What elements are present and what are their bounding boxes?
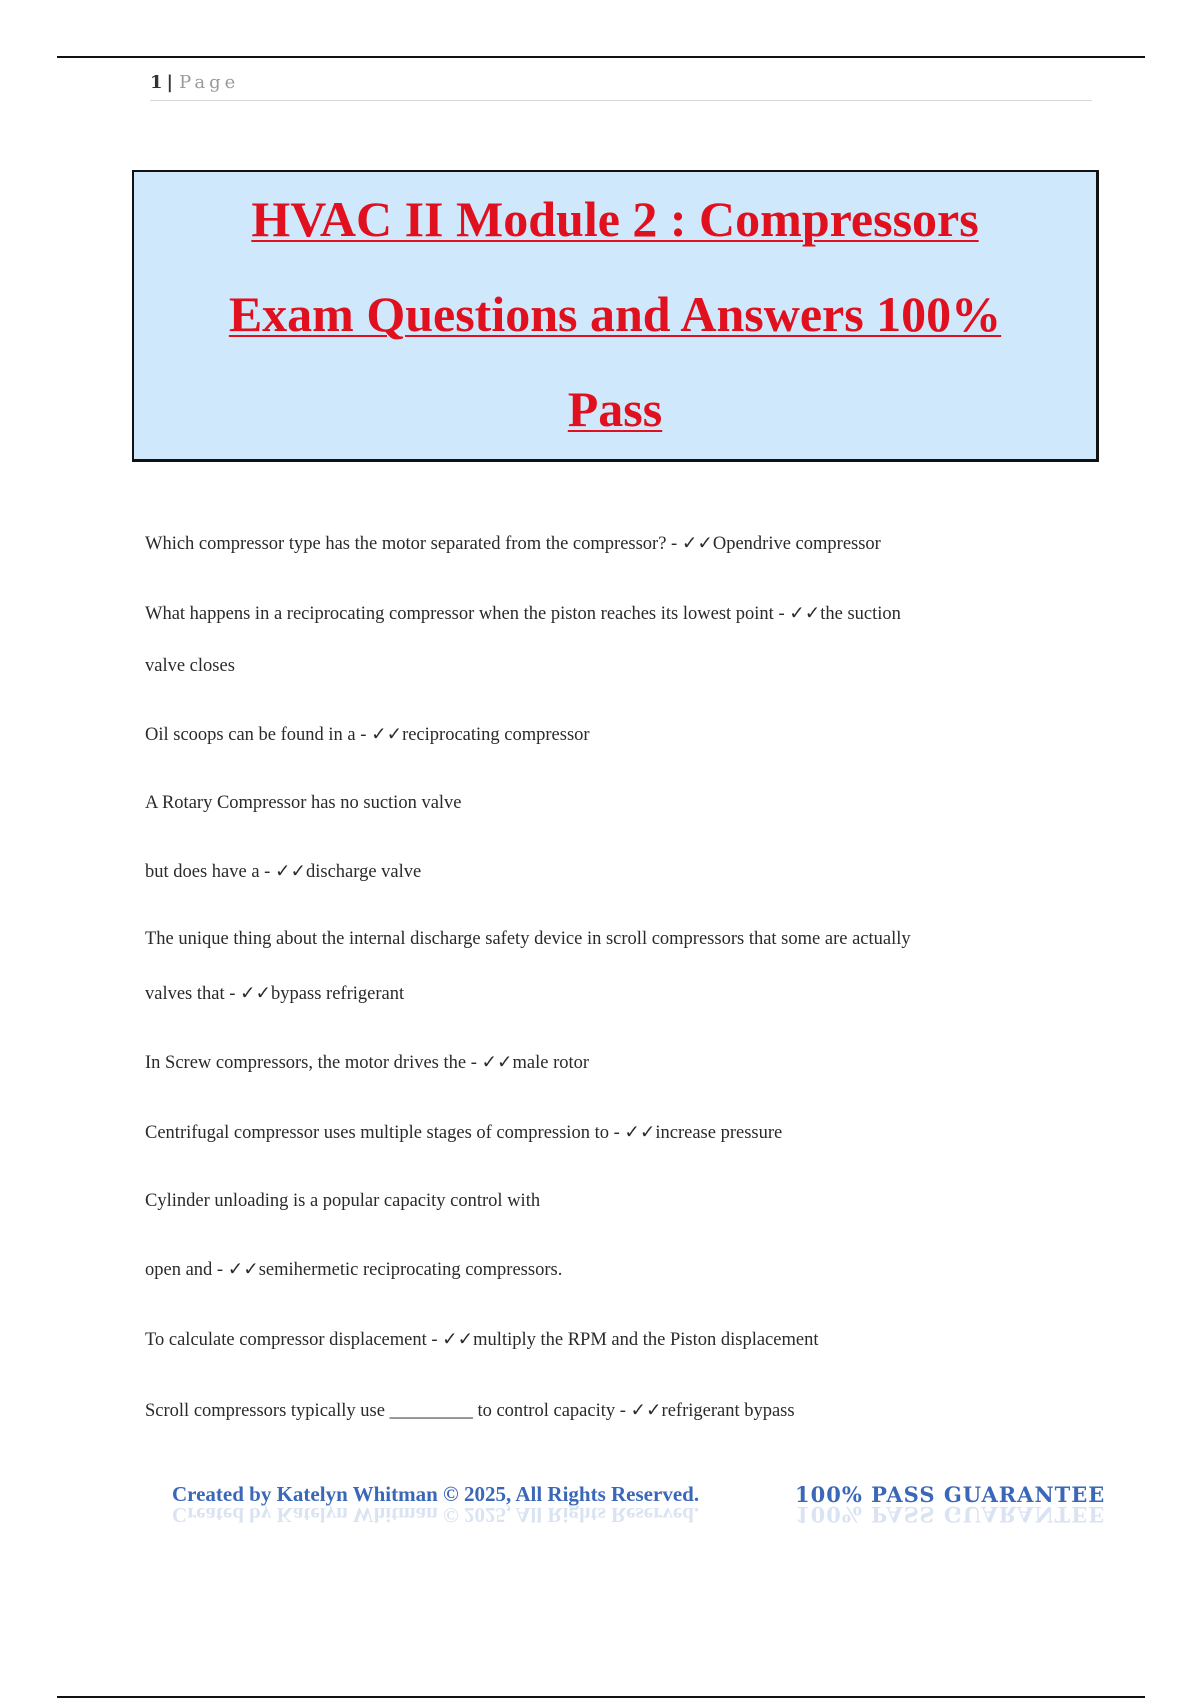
qa-question: but does have a - <box>145 862 275 882</box>
qa-answer: ✓✓semihermetic reciprocating compressors. <box>227 1260 563 1280</box>
top-rule <box>57 56 1145 58</box>
title-line-1: HVAC II Module 2 : Compressors <box>251 191 979 247</box>
qa-line <box>145 533 1085 555</box>
title-line-2: Exam Questions and Answers 100% <box>228 286 1002 342</box>
qa-answer: ✓✓bypass refrigerant <box>240 984 405 1004</box>
qa-question: open and - <box>145 1260 228 1280</box>
qa-answer: ✓✓male rotor <box>481 1053 590 1073</box>
page-header <box>150 72 1092 101</box>
qa-question: Which compressor type has the motor separated from the compressor? - <box>145 534 682 554</box>
page-word: Page <box>179 72 240 93</box>
qa-answer: ✓✓the suction <box>789 604 901 624</box>
qa-line <box>145 603 1085 625</box>
qa-answer: ✓✓discharge valve <box>274 862 422 882</box>
title-line-3: Pass <box>567 381 663 437</box>
qa-question: A Rotary Compressor has no suction valve <box>145 793 462 813</box>
title-box <box>132 170 1099 462</box>
qa-line <box>145 724 1085 746</box>
qa-question: valves that - <box>145 984 241 1004</box>
qa-question: Centrifugal compressor uses multiple stages of compression to - <box>145 1123 625 1143</box>
qa-line <box>145 793 1085 814</box>
footer-copyright-reflection: Created by Katelyn Whitman © 2025, All Rights Reserved. <box>172 1503 700 1527</box>
qa-line <box>145 983 1085 1005</box>
qa-question: valve closes <box>145 656 235 676</box>
qa-answer: ✓✓multiply the RPM and the Piston displacement <box>442 1330 819 1350</box>
qa-question: What happens in a reciprocating compressor when the piston reaches its lowest point - <box>145 604 790 624</box>
qa-line <box>145 1400 1085 1422</box>
qa-answer: ✓✓Opendrive compressor <box>681 534 881 554</box>
qa-line <box>145 1122 1085 1144</box>
page-separator: | <box>166 72 174 93</box>
qa-answer: ✓✓refrigerant bypass <box>630 1401 795 1421</box>
qa-question: Scroll compressors typically use _________ to control capacity - <box>145 1401 631 1421</box>
footer-guarantee: 100% PASS GUARANTEE <box>795 1482 1106 1507</box>
qa-line <box>145 861 1085 883</box>
qa-question: To calculate compressor displacement - <box>145 1330 443 1350</box>
qa-question: Cylinder unloading is a popular capacity control with <box>145 1191 541 1211</box>
qa-line <box>145 929 1085 950</box>
qa-line <box>145 1052 1085 1074</box>
footer-guarantee-reflection: 100% PASS GUARANTEE <box>795 1502 1106 1527</box>
bottom-rule <box>57 1696 1145 1698</box>
qa-line <box>145 1191 1085 1212</box>
qa-question: In Screw compressors, the motor drives the - <box>145 1053 482 1073</box>
qa-question: Oil scoops can be found in a - <box>145 725 372 745</box>
qa-line <box>145 656 1085 677</box>
qa-answer: ✓✓increase pressure <box>624 1123 783 1143</box>
qa-line <box>145 1329 1085 1351</box>
qa-line <box>145 1259 1085 1281</box>
qa-answer: ✓✓reciprocating compressor <box>371 725 590 745</box>
qa-question: The unique thing about the internal discharge safety device in scroll compressors that some are actually <box>145 929 911 949</box>
page-number: 1 <box>150 72 163 93</box>
footer-copyright: Created by Katelyn Whitman © 2025, All Rights Reserved. <box>172 1482 700 1506</box>
